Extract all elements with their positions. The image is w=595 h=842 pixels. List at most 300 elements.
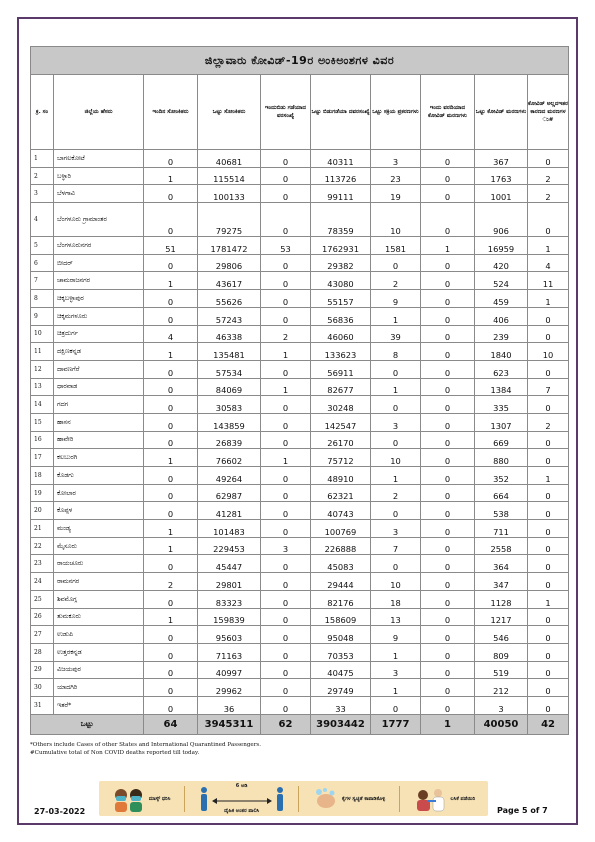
value-cell: 1001	[475, 185, 528, 203]
value-cell: 0	[144, 431, 198, 449]
value-cell: 0	[261, 555, 311, 573]
value-cell: 0	[421, 590, 475, 608]
table-row	[31, 573, 569, 591]
value-cell: 0	[261, 203, 311, 237]
serial-cell: 7	[31, 272, 54, 290]
value-cell: 0	[144, 502, 198, 520]
value-cell: 0	[261, 502, 311, 520]
value-cell: 55157	[311, 290, 371, 308]
page-number: Page 5 of 7	[497, 806, 548, 815]
value-cell: 0	[261, 643, 311, 661]
total-value: 1777	[371, 714, 421, 734]
column-header: ಒಟ್ಟು ಕೋವಿಡ್ ಮರಣಗಳು	[475, 75, 528, 150]
district-name-cell: ರಾಯಚೂರು	[54, 555, 144, 573]
covid-guidelines-banner	[99, 781, 488, 816]
value-cell: 0	[261, 307, 311, 325]
serial-cell: 19	[31, 484, 54, 502]
value-cell: 711	[475, 520, 528, 538]
value-cell: 0	[528, 484, 569, 502]
table-row	[31, 590, 569, 608]
value-cell: 0	[421, 520, 475, 538]
value-cell: 0	[528, 307, 569, 325]
value-cell: 0	[144, 590, 198, 608]
total-value: 3945311	[198, 714, 261, 734]
district-name-cell: ಹಾಸನ	[54, 413, 144, 431]
value-cell: 0	[528, 537, 569, 555]
value-cell: 906	[475, 203, 528, 237]
value-cell: 0	[528, 661, 569, 679]
value-cell: 0	[421, 185, 475, 203]
value-cell: 0	[528, 325, 569, 343]
column-header: ಇಂದು ವರದಿಯಾದ ಕೋವಿಡ್ ಮರಣಗಳು	[421, 75, 475, 150]
value-cell: 33	[311, 696, 371, 714]
total-value: 64	[144, 714, 198, 734]
serial-cell: 26	[31, 608, 54, 626]
value-cell: 0	[421, 431, 475, 449]
district-name-cell: ದಕ್ಷಿಣಕನ್ನಡ	[54, 343, 144, 361]
person-icon	[199, 786, 209, 812]
value-cell: 7	[528, 378, 569, 396]
value-cell: 0	[528, 643, 569, 661]
district-name-cell: ಚಿಕ್ಕಬಳ್ಳಾಪುರ	[54, 290, 144, 308]
value-cell: 1307	[475, 413, 528, 431]
table-row	[31, 679, 569, 697]
value-cell: 43080	[311, 272, 371, 290]
serial-cell: 14	[31, 396, 54, 414]
value-cell: 9	[371, 290, 421, 308]
value-cell: 1	[144, 608, 198, 626]
value-cell: 1	[371, 467, 421, 485]
value-cell: 226888	[311, 537, 371, 555]
value-cell: 36	[198, 696, 261, 714]
table-row	[31, 203, 569, 237]
table-row	[31, 378, 569, 396]
district-name-cell: ಶಿವಮೊಗ್ಗ	[54, 590, 144, 608]
district-name-cell: ಕೊಪ್ಪಳ	[54, 502, 144, 520]
table-row	[31, 520, 569, 538]
value-cell: 0	[421, 555, 475, 573]
value-cell: 1840	[475, 343, 528, 361]
value-cell: 0	[528, 626, 569, 644]
value-cell: 0	[261, 150, 311, 168]
value-cell: 8	[371, 343, 421, 361]
table-row	[31, 167, 569, 185]
serial-cell: 17	[31, 449, 54, 467]
serial-cell: 29	[31, 661, 54, 679]
value-cell: 0	[421, 167, 475, 185]
value-cell: 1	[371, 378, 421, 396]
hands-label: ಕೈಗಳ ಸ್ವಚ್ಛತೆ ಕಾಪಾಡಿಕೊಳ್ಳಿ	[341, 795, 386, 802]
value-cell: 367	[475, 150, 528, 168]
footnotes	[30, 741, 261, 757]
district-name-cell: ಬೆಂಗಳೂರುನಗರ	[54, 237, 144, 255]
value-cell: 29806	[198, 254, 261, 272]
serial-cell: 22	[31, 537, 54, 555]
value-cell: 0	[528, 360, 569, 378]
value-cell: 0	[261, 661, 311, 679]
serial-cell: 1	[31, 150, 54, 168]
total-value: 62	[261, 714, 311, 734]
total-label: ಒಟ್ಟು	[31, 714, 144, 734]
value-cell: 0	[528, 520, 569, 538]
value-cell: 2	[371, 272, 421, 290]
table-row	[31, 484, 569, 502]
banner-divider	[184, 786, 185, 812]
value-cell: 26839	[198, 431, 261, 449]
value-cell: 406	[475, 307, 528, 325]
mask-label: ಮಾಸ್ಕ್ ಧರಿಸಿ	[148, 795, 171, 802]
table-row	[31, 555, 569, 573]
serial-cell: 30	[31, 679, 54, 697]
value-cell: 100133	[198, 185, 261, 203]
value-cell: 524	[475, 272, 528, 290]
value-cell: 1	[144, 343, 198, 361]
value-cell: 82176	[311, 590, 371, 608]
footnote-others: *Others include Cases of other States and International Quarantined Passengers.	[30, 742, 262, 748]
value-cell: 30248	[311, 396, 371, 414]
value-cell: 0	[144, 150, 198, 168]
serial-cell: 15	[31, 413, 54, 431]
value-cell: 1	[371, 643, 421, 661]
value-cell: 0	[528, 608, 569, 626]
value-cell: 1	[421, 237, 475, 255]
value-cell: 0	[261, 254, 311, 272]
total-value: 40050	[475, 714, 528, 734]
value-cell: 0	[421, 643, 475, 661]
value-cell: 10	[371, 573, 421, 591]
value-cell: 0	[261, 431, 311, 449]
table-row	[31, 467, 569, 485]
district-name-cell: ಚಾಮರಾಜನಗರ	[54, 272, 144, 290]
district-name-cell: ಕಲಬುರಗಿ	[54, 449, 144, 467]
value-cell: 51	[144, 237, 198, 255]
value-cell: 83323	[198, 590, 261, 608]
value-cell: 0	[421, 378, 475, 396]
district-name-cell: ಬಳ್ಳಾರಿ	[54, 167, 144, 185]
district-name-cell: ವಿಜಯಪುರ	[54, 661, 144, 679]
serial-cell: 27	[31, 626, 54, 644]
serial-cell: 5	[31, 237, 54, 255]
value-cell: 0	[261, 467, 311, 485]
value-cell: 23	[371, 167, 421, 185]
value-cell: 0	[528, 203, 569, 237]
serial-cell: 24	[31, 573, 54, 591]
value-cell: 1	[261, 343, 311, 361]
district-name-cell: ಬೆಳಗಾವಿ	[54, 185, 144, 203]
value-cell: 0	[421, 484, 475, 502]
value-cell: 10	[371, 203, 421, 237]
hand-wash-icon	[313, 786, 339, 812]
vaccine-label: ಲಸಿಕೆ ಪಡೆಯಿರಿ	[450, 795, 476, 802]
table-row	[31, 431, 569, 449]
total-value: 1	[421, 714, 475, 734]
value-cell: 352	[475, 467, 528, 485]
serial-cell: 21	[31, 520, 54, 538]
value-cell: 1	[371, 679, 421, 697]
value-cell: 0	[261, 185, 311, 203]
district-name-cell: ಬೀದರ್	[54, 254, 144, 272]
value-cell: 0	[144, 254, 198, 272]
value-cell: 364	[475, 555, 528, 573]
value-cell: 0	[261, 360, 311, 378]
value-cell: 0	[421, 203, 475, 237]
value-cell: 1763	[475, 167, 528, 185]
value-cell: 0	[261, 608, 311, 626]
value-cell: 1	[144, 449, 198, 467]
district-name-cell: ಹಾವೇರಿ	[54, 431, 144, 449]
value-cell: 0	[144, 467, 198, 485]
value-cell: 53	[261, 237, 311, 255]
value-cell: 0	[421, 537, 475, 555]
value-cell: 1	[528, 590, 569, 608]
district-name-cell: ರಾಮನಗರ	[54, 573, 144, 591]
serial-cell: 31	[31, 696, 54, 714]
value-cell: 45083	[311, 555, 371, 573]
value-cell: 0	[421, 413, 475, 431]
column-header: ಕ್ರ. ಸಂ	[31, 75, 54, 150]
value-cell: 0	[144, 679, 198, 697]
district-name-cell: ತುಮಕೂರು	[54, 608, 144, 626]
column-header: ಒಟ್ಟು ಸೋಂಕಿತರು	[198, 75, 261, 150]
value-cell: 0	[261, 272, 311, 290]
value-cell: 1	[528, 237, 569, 255]
value-cell: 0	[261, 590, 311, 608]
table-row	[31, 449, 569, 467]
value-cell: 0	[261, 413, 311, 431]
table-row	[31, 150, 569, 168]
table-row	[31, 290, 569, 308]
value-cell: 75712	[311, 449, 371, 467]
value-cell: 71163	[198, 643, 261, 661]
value-cell: 2558	[475, 537, 528, 555]
value-cell: 1384	[475, 378, 528, 396]
value-cell: 49264	[198, 467, 261, 485]
district-name-cell: ಮೈಸೂರು	[54, 537, 144, 555]
value-cell: 0	[421, 467, 475, 485]
value-cell: 19	[371, 185, 421, 203]
value-cell: 1	[261, 378, 311, 396]
value-cell: 0	[144, 396, 198, 414]
value-cell: 335	[475, 396, 528, 414]
value-cell: 56911	[311, 360, 371, 378]
value-cell: 0	[421, 325, 475, 343]
serial-cell: 2	[31, 167, 54, 185]
table-row	[31, 643, 569, 661]
value-cell: 10	[528, 343, 569, 361]
value-cell: 0	[371, 431, 421, 449]
value-cell: 538	[475, 502, 528, 520]
column-header: ಒಟ್ಟು ಬಿಡುಗಡೆಯಾ ದವರಸಂಖ್ಯೆ	[311, 75, 371, 150]
serial-cell: 3	[31, 185, 54, 203]
value-cell: 0	[528, 431, 569, 449]
serial-cell: 23	[31, 555, 54, 573]
value-cell: 1	[261, 449, 311, 467]
value-cell: 29801	[198, 573, 261, 591]
value-cell: 99111	[311, 185, 371, 203]
value-cell: 82677	[311, 378, 371, 396]
value-cell: 26170	[311, 431, 371, 449]
value-cell: 48910	[311, 467, 371, 485]
table-row	[31, 307, 569, 325]
value-cell: 100769	[311, 520, 371, 538]
value-cell: 0	[528, 679, 569, 697]
value-cell: 0	[144, 696, 198, 714]
value-cell: 0	[261, 520, 311, 538]
value-cell: 95603	[198, 626, 261, 644]
value-cell: 809	[475, 643, 528, 661]
value-cell: 13	[371, 608, 421, 626]
value-cell: 2	[261, 325, 311, 343]
table-row	[31, 502, 569, 520]
serial-cell: 11	[31, 343, 54, 361]
table-row	[31, 608, 569, 626]
serial-cell: 9	[31, 307, 54, 325]
value-cell: 0	[528, 502, 569, 520]
value-cell: 1	[528, 467, 569, 485]
value-cell: 0	[421, 608, 475, 626]
value-cell: 46060	[311, 325, 371, 343]
value-cell: 78359	[311, 203, 371, 237]
value-cell: 0	[144, 413, 198, 431]
serial-cell: 12	[31, 360, 54, 378]
table-row	[31, 626, 569, 644]
value-cell: 115514	[198, 167, 261, 185]
total-value: 3903442	[311, 714, 371, 734]
serial-cell: 28	[31, 643, 54, 661]
value-cell: 229453	[198, 537, 261, 555]
value-cell: 0	[421, 696, 475, 714]
serial-cell: 4	[31, 203, 54, 237]
value-cell: 0	[421, 150, 475, 168]
value-cell: 0	[261, 484, 311, 502]
value-cell: 4	[528, 254, 569, 272]
value-cell: 212	[475, 679, 528, 697]
district-name-cell: ಕೊಡಗು	[54, 467, 144, 485]
value-cell: 2	[144, 573, 198, 591]
district-name-cell: ಬೆಂಗಳೂರು ಗ್ರಾಮಾಂತರ	[54, 203, 144, 237]
value-cell: 0	[421, 679, 475, 697]
vaccine-segment	[413, 786, 475, 812]
value-cell: 0	[261, 679, 311, 697]
value-cell: 0	[144, 360, 198, 378]
distance-label: ದೈಹಿಕ ಅಂತರ ಪಾಲಿಸಿ	[224, 808, 260, 814]
value-cell: 2	[371, 484, 421, 502]
distance-top-label: 6 ಅಡಿ	[235, 783, 248, 789]
value-cell: 3	[261, 537, 311, 555]
value-cell: 0	[421, 272, 475, 290]
table-row	[31, 413, 569, 431]
table-row	[31, 537, 569, 555]
value-cell: 62321	[311, 484, 371, 502]
table-row	[31, 661, 569, 679]
value-cell: 142547	[311, 413, 371, 431]
value-cell: 29962	[198, 679, 261, 697]
value-cell: 0	[261, 696, 311, 714]
value-cell: 84069	[198, 378, 261, 396]
value-cell: 2	[528, 413, 569, 431]
person-icon	[275, 786, 285, 812]
banner-divider	[399, 786, 400, 812]
value-cell: 0	[528, 696, 569, 714]
district-name-cell: ಉತ್ತರಕನ್ನಡ	[54, 643, 144, 661]
value-cell: 57534	[198, 360, 261, 378]
value-cell: 11	[528, 272, 569, 290]
value-cell: 40311	[311, 150, 371, 168]
column-header: ಕೋವಿಡ್ ಅಲ್ಲದಇತರ ಕಾರಣದ ಮರಣಗಳ ು#	[528, 75, 569, 150]
value-cell: 40681	[198, 150, 261, 168]
district-name-cell: ಉಡುಪಿ	[54, 626, 144, 644]
value-cell: 29749	[311, 679, 371, 697]
value-cell: 420	[475, 254, 528, 272]
district-name-cell: ಮಂಡ್ಯ	[54, 520, 144, 538]
vaccination-icon	[413, 786, 447, 812]
value-cell: 0	[144, 185, 198, 203]
value-cell: 3	[371, 413, 421, 431]
value-cell: 0	[371, 396, 421, 414]
value-cell: 3	[371, 661, 421, 679]
value-cell: 57243	[198, 307, 261, 325]
serial-cell: 13	[31, 378, 54, 396]
column-header: ಜಿಲ್ಲೆಯ ಹೆಸರು	[54, 75, 144, 150]
value-cell: 41281	[198, 502, 261, 520]
total-value: 42	[528, 714, 569, 734]
value-cell: 1	[371, 307, 421, 325]
value-cell: 0	[144, 307, 198, 325]
value-cell: 135481	[198, 343, 261, 361]
value-cell: 0	[528, 150, 569, 168]
table-row	[31, 254, 569, 272]
value-cell: 0	[371, 502, 421, 520]
value-cell: 0	[144, 555, 198, 573]
district-covid-table	[30, 46, 569, 735]
value-cell: 101483	[198, 520, 261, 538]
district-name-cell: ಚಿತ್ರದುರ್ಗ	[54, 325, 144, 343]
value-cell: 18	[371, 590, 421, 608]
value-cell: 56836	[311, 307, 371, 325]
value-cell: 1	[144, 520, 198, 538]
table-body	[31, 150, 569, 715]
value-cell: 10	[371, 449, 421, 467]
value-cell: 113726	[311, 167, 371, 185]
value-cell: 623	[475, 360, 528, 378]
district-name-cell: ಇತರೆ*	[54, 696, 144, 714]
value-cell: 0	[144, 484, 198, 502]
total-row	[31, 714, 569, 734]
value-cell: 79275	[198, 203, 261, 237]
value-cell: 0	[528, 555, 569, 573]
table-row	[31, 343, 569, 361]
distance-segment	[199, 783, 285, 814]
district-name-cell: ಕೋಲಾರ	[54, 484, 144, 502]
serial-cell: 25	[31, 590, 54, 608]
value-cell: 0	[421, 343, 475, 361]
value-cell: 40997	[198, 661, 261, 679]
value-cell: 0	[261, 290, 311, 308]
column-header: ಒಟ್ಟು ಸಕ್ರಿಯ ಪ್ರಕರಣಗಳು	[371, 75, 421, 150]
value-cell: 0	[421, 661, 475, 679]
value-cell: 16959	[475, 237, 528, 255]
value-cell: 0	[144, 290, 198, 308]
district-name-cell: ಗದಗ	[54, 396, 144, 414]
value-cell: 0	[421, 254, 475, 272]
value-cell: 0	[144, 378, 198, 396]
value-cell: 2	[528, 185, 569, 203]
header-row	[31, 75, 569, 150]
serial-cell: 8	[31, 290, 54, 308]
value-cell: 1762931	[311, 237, 371, 255]
value-cell: 0	[421, 396, 475, 414]
table-row	[31, 696, 569, 714]
